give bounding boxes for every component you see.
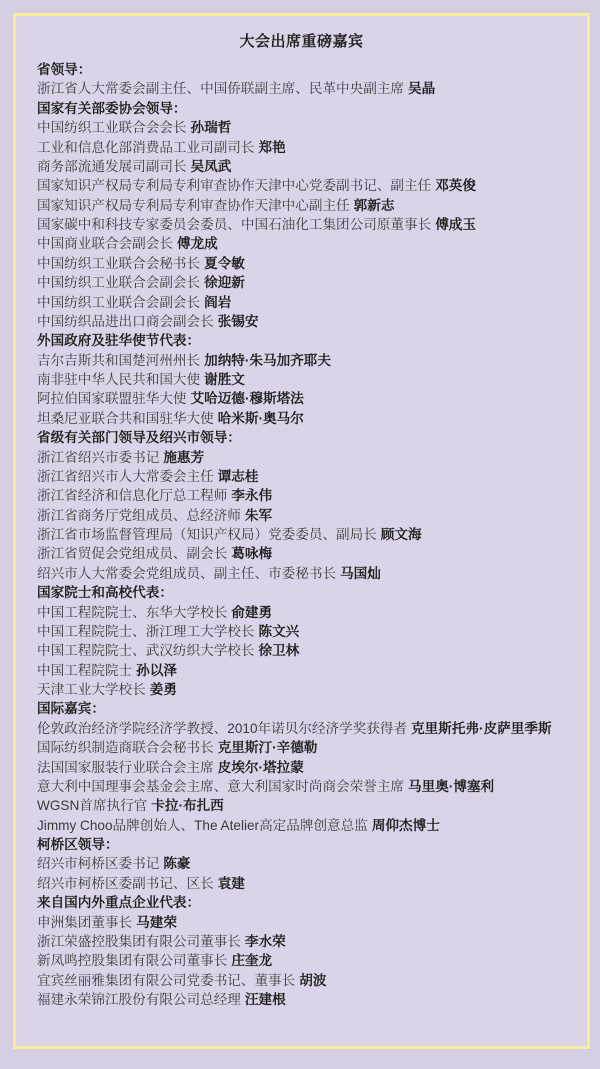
guest-name: 李永伟	[231, 488, 273, 504]
guest-role: 绍兴市柯桥区委书记	[37, 856, 160, 872]
guest-role: 意大利中国理事会基金会主席、意大利国家时尚商会荣誉主席	[37, 778, 405, 794]
guest-name: 俞建勇	[231, 604, 273, 620]
guest-name: 孙以泽	[136, 662, 177, 678]
guest-name: 傅成玉	[435, 217, 476, 232]
guest-role: 吉尔吉斯共和国楚河州州长	[37, 352, 201, 368]
guest-name: 张锡安	[217, 313, 259, 329]
guest-role: 浙江省市场监督管理局（知识产权局）党委委员、副局长	[37, 527, 377, 542]
guest-role: 浙江省经济和信息化厅总工程师	[37, 488, 228, 504]
guest-entry	[37, 215, 573, 234]
guest-list	[37, 60, 573, 1009]
guest-entry	[37, 79, 573, 98]
section-header: 外国政府及驻华使节代表：	[37, 333, 201, 349]
guest-entry	[37, 719, 573, 738]
guest-entry	[37, 913, 573, 932]
guest-name: 姜勇	[149, 682, 177, 697]
guest-name: 傅龙成	[176, 236, 218, 252]
guest-role: 中国商业联合会副会长	[37, 236, 173, 252]
guest-entry	[37, 351, 573, 370]
guest-entry	[37, 796, 573, 815]
guest-name: 马国灿	[340, 565, 381, 581]
guest-role: 工业和信息化部消费品工业司副司长	[37, 139, 255, 155]
guest-entry	[37, 990, 573, 1009]
guest-name: 克里斯汀·辛德勒	[217, 740, 318, 756]
guest-role: 国家知识产权局专利局专利审查协作天津中心党委副书记、副主任	[37, 178, 432, 194]
guest-role: 中国工程院院士	[37, 662, 133, 678]
guest-entry	[37, 758, 573, 777]
guest-name: 徐迎新	[204, 275, 245, 291]
guest-role: 中国纺织工业联合会副会长	[37, 275, 201, 291]
guest-name: 郭新志	[353, 197, 395, 213]
guest-name: 艾哈迈德·穆斯塔法	[190, 391, 304, 407]
guest-name: 胡波	[299, 972, 327, 988]
guest-entry	[37, 273, 573, 292]
guest-name: 谢胜文	[204, 372, 245, 387]
guest-name: 克里斯托弗·皮萨里季斯	[411, 720, 552, 736]
guest-role: 坦桑尼亚联合共和国驻华大使	[37, 410, 214, 426]
guest-name: 庄奎龙	[231, 953, 273, 969]
guest-entry	[37, 196, 573, 215]
guest-role: 南非驻中华人民共和国大使	[37, 372, 201, 387]
guest-role: 浙江荣盛控股集团有限公司董事长	[37, 933, 241, 949]
guest-entry	[37, 564, 573, 583]
page-title: 大会出席重磅嘉宾	[239, 33, 364, 50]
guest-entry	[37, 118, 573, 137]
guest-name: 马建荣	[136, 914, 177, 930]
guest-entry	[37, 138, 573, 157]
guest-role: 新凤鸣控股集团有限公司董事长	[37, 953, 228, 969]
guest-role: 绍兴市人大常委会党组成员、副主任、市委秘书长	[37, 565, 337, 581]
guest-name: 哈米斯·奥马尔	[217, 410, 304, 426]
guest-name: 夏令敏	[204, 255, 245, 271]
guest-role: Jimmy Choo品牌创始人、The Atelier高定品牌创意总监	[37, 817, 368, 833]
guest-role: 阿拉伯国家联盟驻华大使	[37, 391, 187, 407]
guest-entry	[37, 525, 573, 544]
guest-entry	[37, 932, 573, 951]
guest-role: 国家碳中和科技专家委员会委员、中国石油化工集团公司原董事长	[37, 217, 432, 232]
guest-name: 阎岩	[204, 294, 232, 310]
guest-entry	[37, 312, 573, 331]
guest-name: 陈豪	[163, 856, 191, 872]
guest-role: 国家知识产权局专利局专利审查协作天津中心副主任	[37, 197, 350, 213]
guest-entry	[37, 370, 573, 389]
guest-entry	[37, 254, 573, 273]
guest-entry	[37, 622, 573, 641]
guest-entry	[37, 816, 573, 835]
guest-entry	[37, 738, 573, 757]
guest-name: 周仰杰博士	[371, 817, 440, 833]
guest-role: 浙江省贸促会党组成员、副会长	[37, 546, 228, 562]
section-header: 省领导：	[37, 62, 92, 77]
guest-name: 邓英俊	[435, 178, 476, 194]
guest-name: 葛咏梅	[231, 546, 273, 562]
guest-entry	[37, 389, 573, 408]
section-header: 国际嘉宾：	[37, 701, 105, 717]
guest-name: 徐卫林	[258, 643, 300, 659]
guest-entry	[37, 854, 573, 873]
section-header: 省级有关部门领导及绍兴市领导：	[37, 430, 241, 446]
guest-role: 国际纺织制造商联合会秘书长	[37, 740, 214, 756]
guest-role: 中国工程院院士、东华大学校长	[37, 604, 228, 620]
guest-entry	[37, 176, 573, 195]
guest-entry	[37, 641, 573, 660]
guest-name: 加纳特·朱马加齐耶夫	[204, 352, 331, 368]
guest-role: 福建永荣锦江股份有限公司总经理	[37, 992, 241, 1007]
guest-role: 浙江省绍兴市人大常委会主任	[37, 468, 214, 484]
guest-entry	[37, 234, 573, 253]
guest-name: 陈文兴	[258, 623, 300, 639]
guest-entry	[37, 951, 573, 970]
guest-entry	[37, 486, 573, 505]
guest-role: 商务部流通发展司副司长	[37, 158, 187, 174]
guest-role: 法国国家服装行业联合会主席	[37, 759, 214, 775]
guest-entry	[37, 603, 573, 622]
guest-entry	[37, 157, 573, 176]
section-header: 国家有关部委协会领导：	[37, 100, 187, 116]
guest-name: 施惠芳	[163, 449, 205, 465]
guest-name: 孙瑞哲	[190, 120, 232, 136]
guest-entry	[37, 506, 573, 525]
section-header: 国家院士和高校代表：	[37, 585, 173, 601]
guest-name: 郑艳	[258, 139, 286, 155]
guest-name: 朱军	[244, 507, 273, 523]
guest-entry	[37, 467, 573, 486]
guest-entry	[37, 874, 573, 893]
guest-role: 中国纺织工业联合会秘书长	[37, 255, 201, 271]
guest-name: 吴凤武	[190, 158, 232, 174]
guest-entry	[37, 544, 573, 563]
guest-name: 谭志桂	[217, 468, 259, 484]
guest-list-card	[13, 13, 590, 1049]
guest-name: 李水荣	[244, 933, 286, 949]
guest-role: 宜宾丝丽雅集团有限公司党委书记、董事长	[37, 972, 296, 988]
guest-name: 吴晶	[408, 81, 436, 97]
section-header: 柯桥区领导：	[37, 837, 119, 852]
guest-role: 浙江省人大常委会副主任、中国侨联副主席、民革中央副主席	[37, 81, 405, 97]
guest-name: 顾文海	[380, 527, 422, 542]
guest-role: 伦敦政治经济学院经济学教授、2010年诺贝尔经济学奖获得者	[37, 720, 408, 736]
guest-role: 申洲集团董事长	[37, 914, 133, 930]
guest-name: 袁建	[217, 875, 245, 891]
guest-name: 卡拉·布扎西	[151, 798, 224, 814]
guest-entry	[37, 661, 573, 680]
guest-role: 天津工业大学校长	[37, 682, 146, 697]
guest-entry	[37, 409, 573, 428]
guest-role: WGSN首席执行官	[37, 798, 148, 814]
guest-name: 皮埃尔·塔拉蒙	[217, 759, 304, 775]
guest-entry	[37, 680, 573, 699]
guest-role: 中国纺织品进出口商会副会长	[37, 313, 214, 329]
guest-role: 浙江省绍兴市委书记	[37, 449, 160, 465]
guest-role: 绍兴市柯桥区委副书记、区长	[37, 875, 214, 891]
guest-entry	[37, 293, 573, 312]
guest-name: 汪建根	[244, 992, 286, 1007]
guest-role: 浙江省商务厅党组成员、总经济师	[37, 507, 241, 523]
guest-entry	[37, 777, 573, 796]
guest-role: 中国工程院院士、浙江理工大学校长	[37, 623, 255, 639]
guest-name: 马里奥·博塞利	[408, 778, 495, 794]
guest-role: 中国工程院院士、武汉纺织大学校长	[37, 643, 255, 659]
section-header: 来自国内外重点企业代表：	[37, 895, 201, 911]
guest-role: 中国纺织工业联合会副会长	[37, 294, 201, 310]
guest-role: 中国纺织工业联合会会长	[37, 120, 187, 136]
guest-entry	[37, 448, 573, 467]
guest-entry	[37, 971, 573, 990]
